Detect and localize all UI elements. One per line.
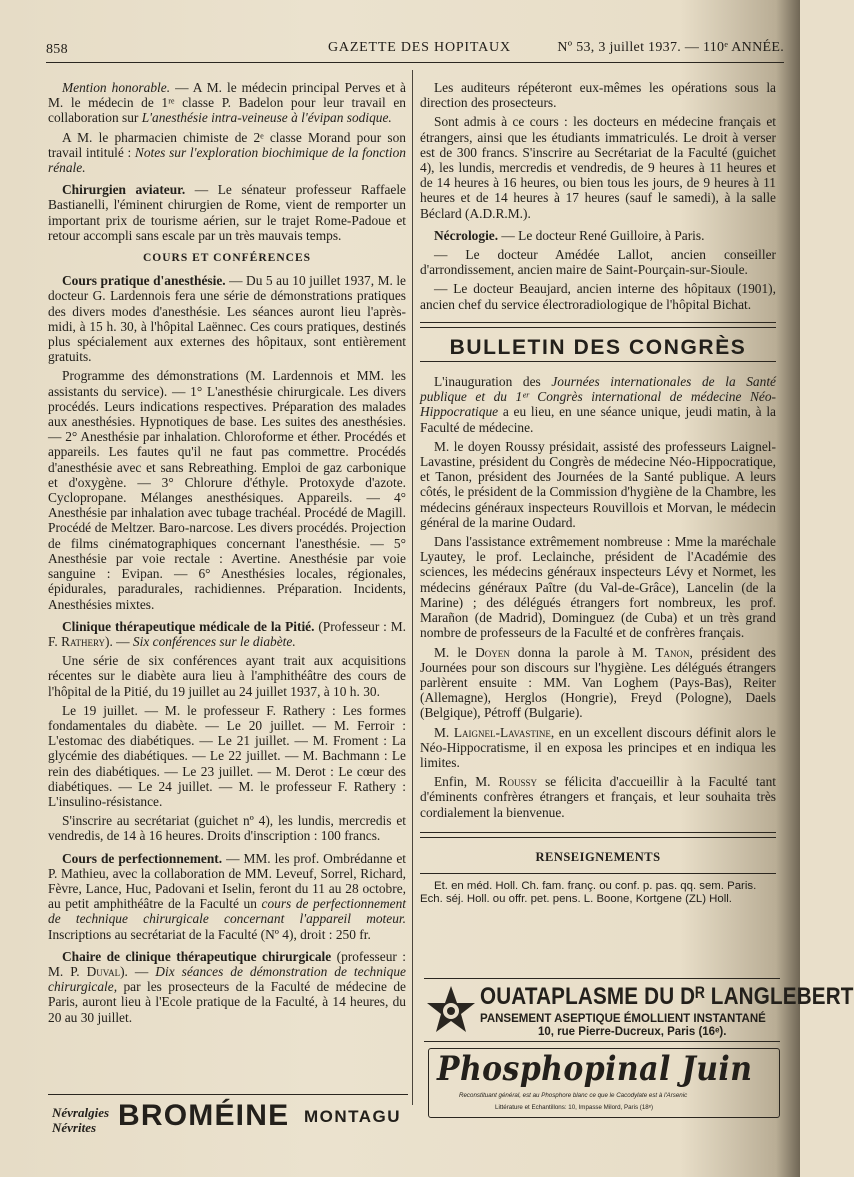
bulletin-top-rule — [420, 322, 776, 328]
cours-anesthesie-paragraph: Cours pratique d'anesthésie. — Du 5 au 10 juillet 1937, M. le docteur G. Lardennois fera une série de démonstrations pratiques des divers modes d'anesthésie. Les séances auront lieu l'après-midi, à 15 h. 30, à l'hôpital Laënnec. Ces cours pratiques, destinés plus spécialement aux externes des hôpitaux, sont entièrement gratuits. — [48, 273, 406, 365]
renseignements-rule — [420, 873, 776, 874]
bromeine-name: BROMÉINE — [118, 1099, 290, 1132]
bulletin-presidence: M. le doyen Roussy présidait, assisté des professeurs Laignel-Lavastine, président du Congrès de médecine Néo-Hippocratique, et Tanon, président des Journées de la Santé publique. A leurs côtés, le président de la Commission d'hygiène de la Chambre, les médecins généraux inspecteurs Rouvillois et Morvan, le médecin général de la marine Oudard. — [420, 438, 776, 530]
pitie-inscription-paragraph: S'inscrire au secrétariat (guichet nº 4), les lundis, mercredis et vendredis, de 14 à 16 heures. Droits d'inscription : 100 francs. — [48, 813, 406, 844]
phosphopinal-claim: Reconstituant général, est au Phosphore blanc ce que le Cacodylate est à l'Arsenic — [459, 1092, 688, 1099]
phosphopinal-address: Littérature et Echantillons: 10, Impasse Milord, Paris (18ᵉ) — [495, 1104, 654, 1111]
page-number: 858 — [46, 42, 68, 57]
cours-section-title: COURS ET CONFÉRENCES — [142, 252, 312, 265]
pitie-schedule-paragraph: Le 19 juillet. — M. le professeur F. Rathery : Les formes fondamentales du diabète. — Le 20 juillet. — M. Ferroir : L'estomac des diabétiques. — Le 21 juillet. — M. Froment : La glycémie des diabétiques. — Le 22 juillet. — M. Bachmann : Le rein des diabétiques. — Le 23 juillet. — M. Derot : Le cœur des diabétiques. — Le 24 juillet. — M. le professeur F. Rathery : L'insulino-résistance. — [48, 702, 406, 809]
phosphopinal-ad — [428, 1048, 780, 1118]
header-rule — [46, 62, 784, 63]
bulletin-discours: M. le Doyen donna la parole à M. Tanon, président des Journées pour son discours sur l'hygiène. Les délégués étrangers parlèrent ensuite : MM. Van Loghem (Pays-Bas), Reiter (Allemagne), Herglos (Hongrie), Freyd (Pologne), Daels (Belgique), Pétroff (Bulgarie). — [420, 644, 776, 721]
bulletin-title: BULLETIN DES CONGRÈS — [449, 335, 747, 359]
column-divider — [412, 70, 413, 1105]
ouataplasme-address: 10, rue Pierre-Ducreux, Paris (16ᵉ). — [538, 1026, 727, 1038]
clinique-pitie-paragraph: Clinique thérapeutique médicale de la Pitié. (Professeur : M. F. Rathery). — Six conférences sur le diabète. — [48, 618, 406, 649]
chaire-paragraph: Chaire de clinique thérapeutique chirurgicale (professeur : M. P. Duval). — Dix séances de démonstration de technique chirurgicale, par les prosecteurs de la Faculté de médecine de Paris, auront lieu à l'Ecole pratique de la Faculté, à 14 heures, du 20 au 30 juillet. — [48, 948, 406, 1025]
page-header — [46, 38, 784, 60]
journal-title: GAZETTE DES HOPITAUX — [328, 40, 511, 55]
auditeurs-paragraph: Les auditeurs répéteront eux-mêmes les opérations sous la direction des prosecteurs. — [420, 80, 776, 111]
ouataplasme-ad — [424, 978, 854, 1042]
renseignements-top-rule — [420, 832, 776, 838]
renseignements-title: RENSEIGNEMENTS — [535, 849, 661, 864]
necrologie-paragraph: Nécrologie. — Le docteur René Guilloire, à Paris. — [434, 227, 705, 243]
bulletin-bottom-rule — [420, 361, 776, 362]
star-emblem-icon — [426, 985, 476, 1035]
bulletin-inauguration: L'inauguration des Journées internationales de la Santé publique et du 1ᵉʳ Congrès international de médecine Néo-Hippocratique a eu lieu, en une séance unique, jeudi matin, à la Faculté de médecine. — [420, 374, 776, 435]
bulletin-laignel: M. Laignel-Lavastine, en un excellent discours définit alors le Néo-Hippocratisme, il en exposa les principes et en indiqua les limites. — [420, 724, 776, 770]
necrologie-lallot: — Le docteur Amédée Lallot, ancien conseiller d'arrondissement, ancien maire de Saint-Pourçain-sur-Sioule. — [420, 247, 776, 278]
perfectionnement-paragraph: Cours de perfectionnement. — MM. les prof. Ombrédanne et P. Mathieu, avec la collaboration de MM. Leveuf, Sorrel, Richard, Fèvre, Lance, Huc, Padovani et Iselin, feront du 11 au 28 octobre, au petit amphithéâtre de la Faculté un cours de perfectionnement de technique chirurgicale concernant l'appareil moteur. Inscriptions au secrétariat de la Faculté (Nº 4), droit : 250 fr. — [48, 850, 407, 942]
ouataplasme-name: OUATAPLASME DU Dᴿ LANGLEBERT — [480, 983, 854, 1010]
pitie-series-paragraph: Une série de six conférences ayant trait aux acquisitions récentes sur le diabète aura lieu à l'amphithéâtre des cours de l'hôpital de la Pitié, du 19 juillet au 24 juillet 1937, à 10 h. 30. — [48, 653, 406, 699]
phosphopinal-name: Phosphopinal Juin — [437, 1049, 753, 1089]
mention-paragraph: Mention honorable. — A M. le médecin principal Perves et à M. le médecin de 1ʳᵉ classe P. Badelon pour leur travail en collaboration sur L'anesthésie intra-veineuse à l'évipan sodique. — [48, 80, 406, 126]
bulletin-roussy: Enfin, M. Roussy se félicita d'accueillir à la Faculté tant d'éminents confrères étrangers et français, et leur souhaita très cordialement la bienvenue. — [420, 774, 777, 820]
issue-info: Nº 53, 3 juillet 1937. — 110ᵉ ANNÉE. — [557, 40, 784, 55]
bromeine-ad — [48, 1094, 408, 1137]
programme-paragraph: Programme des démonstrations (M. Lardennois et MM. les assistants du service). — 1° L'anesthésie chirurgicale. Les divers procédés. Leurs indications respectives. Préparation des malades aux anesthésies. Hypnotiques de base. Les suites des anesthésies. — 2° Anesthésie par inhalation. Chloroforme et éther. Procédés et appareils. Les fautes qu'il ne faut pas commettre. Procédés d'anesthésie avec et sans Rebreathing. Emploi de gaz carbonique et d'oxygène. — 3° Chlorure d'éthyle. Protoxyde d'azote. Cyclopropane. Mélanges anesthésiques. Appareils. — 4° Anesthésie par inhalation avec tubage trachéal. Procédé de Magill. Procédé de Meltzer. Baro-narcose. Les divers procédés. Projection de films cinématographiques concernant l'anesthésie. — 5° Anesthésie par voie rectale : Avertine. Anesthésie par voie sanguine : Evipan. — 6° Anesthésies locales, régionales, épidurales, paradurales, rachidiennes. Préparation. Incidents, Anesthésies mixtes. — [48, 368, 406, 612]
right-column — [420, 80, 776, 911]
mention-paragraph-2: A M. le pharmacien chimiste de 2ᵉ classe Morand pour son travail intitulé : Notes sur l'exploration biochimique de la fonction rénale. — [48, 129, 406, 176]
bromeine-brand: MONTAGU — [304, 1107, 402, 1126]
necrologie-beaujard: — Le docteur Beaujard, ancien interne des hôpitaux (1901), ancien chef du service électroradiologique de l'hôpital Bichat. — [420, 281, 776, 312]
admis-paragraph: Sont admis à ce cours : les docteurs en médecine français et étrangers, ainsi que les étudiants immatriculés. Le droit à verser est de 300 francs. S'inscrire au Secrétariat de la Faculté (guichet 4), les lundis, mercredis et vendredis, de 9 heures à 11 heures et de 14 heures à 16 heures, ou bien tous les jours, de 9 heures à 11 heures et de 14 heures à 17 heures (sauf le samedi), à la salle Béclard (A.D.R.M.). — [420, 114, 776, 221]
left-column — [48, 80, 406, 1029]
chirurgien-paragraph: Chirurgien aviateur. — Le sénateur professeur Raffaele Bastianelli, l'éminent chirurgien de Rome, vient de remporter un important prix de tourisme aérien, sur le trajet Rome-Padoue et retour accompli sans escale par un très mauvais temps. — [48, 182, 406, 243]
ouataplasme-tagline: PANSEMENT ASEPTIQUE ÉMOLLIENT INSTANTANÉ — [480, 1013, 766, 1025]
renseignements-ad: Et. en méd. Holl. Ch. fam. franç. ou conf. p. pas. qq. sem. Paris. Ech. séj. Holl. ou offr. pet. pens. L. Boone, Kortgene (ZL) Holl. — [420, 879, 757, 906]
bulletin-assistance: Dans l'assistance extrêmement nombreuse : Mme la maréchale Lyautey, le prof. Leclainche, président de l'Académie des sciences, les médecins généraux inspecteurs Lévy et Normet, les médecins généraux Paître (du Val-de-Grâce), Lancelin (de la Marine) ; des délégués étrangers fort nombreux, les prof. Marañon (de Madrid), Dominguez (de Cuba) et un très grand nombre de professeurs de la Faculté et de confrères français. — [420, 534, 776, 641]
bromeine-indications: Névralgies Névrites — [52, 1105, 110, 1135]
